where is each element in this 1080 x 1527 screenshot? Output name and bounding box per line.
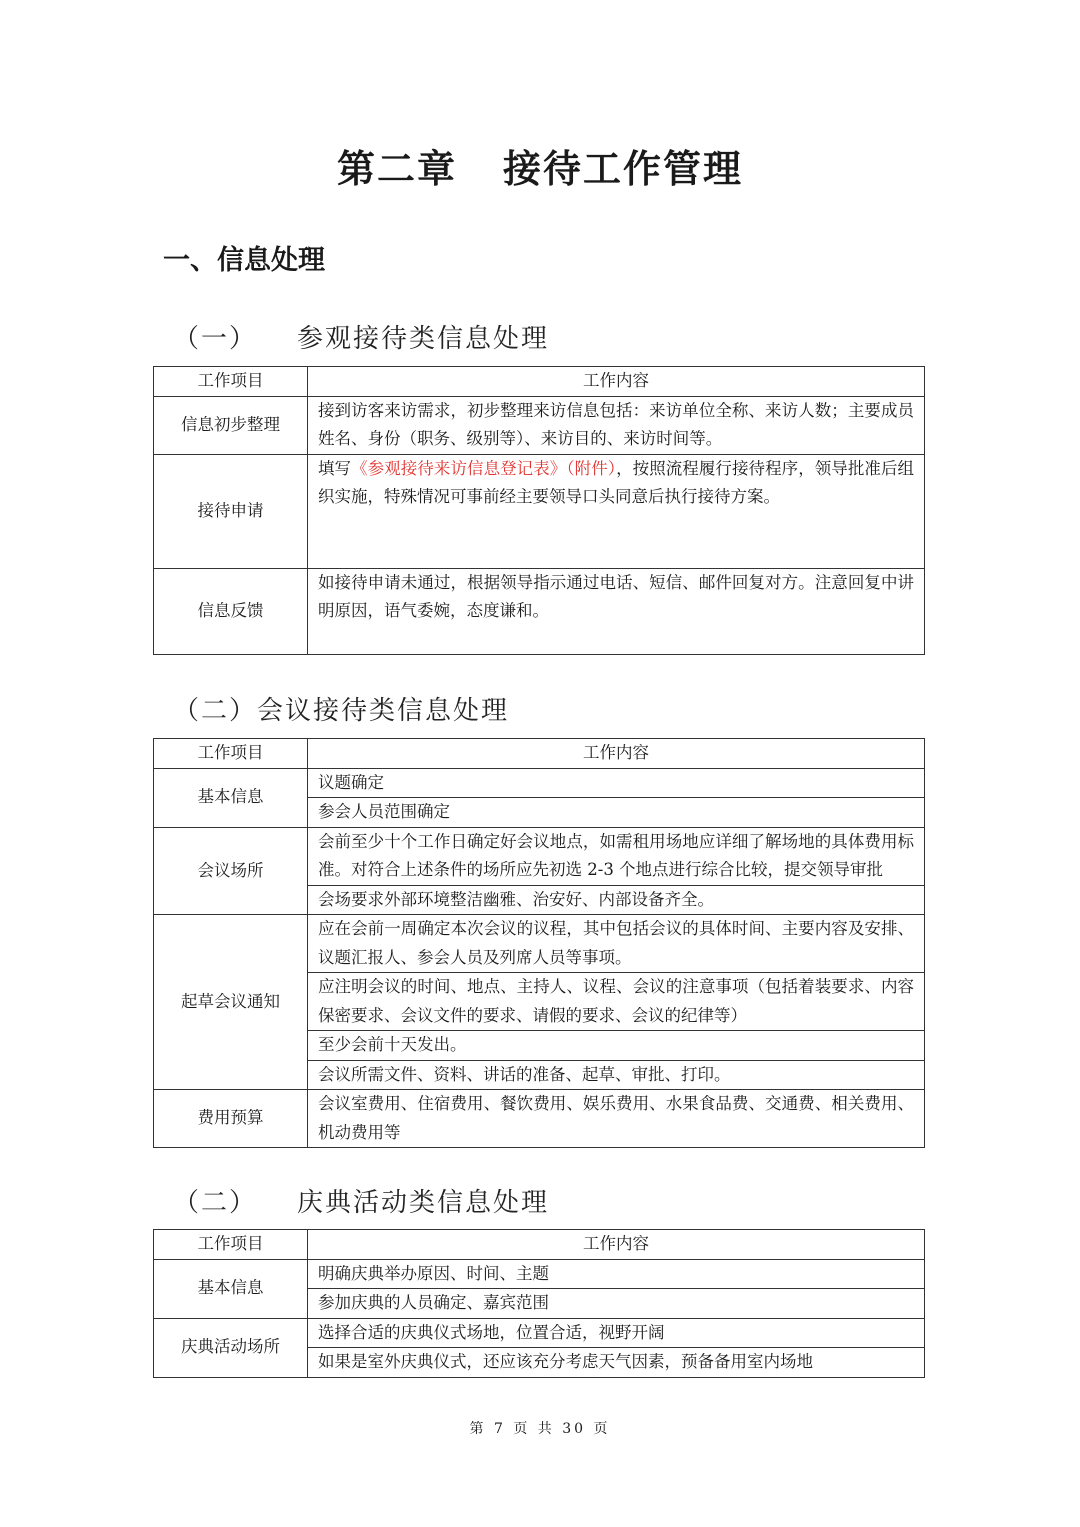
header-content: 工作内容 xyxy=(308,1230,925,1260)
row-item: 费用预算 xyxy=(154,1090,308,1148)
celebration-info-table xyxy=(153,1229,925,1378)
chapter-name: 接待工作管理 xyxy=(503,147,744,191)
page-number: 7 xyxy=(493,1421,506,1437)
row-item: 庆典活动场所 xyxy=(154,1318,308,1377)
row-item: 会议场所 xyxy=(154,827,308,915)
meeting-info-table xyxy=(153,738,925,1148)
subsection-title: 会议接待类信息处理 xyxy=(257,696,510,726)
content-prefix: 填写 xyxy=(318,458,352,478)
row-content: 如接待申请未通过，根据领导指示通过电话、短信、邮件回复对方。注意回复中讲明原因，语气委婉，态度谦和。 xyxy=(308,568,925,654)
row-content: 应注明会议的时间、地点、主持人、议程、会议的注意事项（包括着装要求、内容保密要求、会议文件的要求、请假的要求、会议的纪律等） xyxy=(308,973,925,1031)
row-content: 参会人员范围确定 xyxy=(308,798,925,828)
subsection-1-heading xyxy=(173,318,549,355)
table-row xyxy=(154,396,925,454)
registration-form-link[interactable]: 《参观接待来访信息登记表》（附件） xyxy=(351,458,617,478)
content-suffix: ，按照流程履行接待程序，领导批准后组织实施，特殊情况可事前经主要领导口头同意后执行接待方案。 xyxy=(318,458,915,506)
row-content: 参加庆典的人员确定、嘉宾范围 xyxy=(308,1289,925,1319)
subsection-title: 参观接待类信息处理 xyxy=(297,324,550,354)
chapter-label: 第二章 xyxy=(336,147,457,191)
table-row xyxy=(154,1090,925,1148)
table-row xyxy=(154,1318,925,1348)
subsection-title: 庆典活动类信息处理 xyxy=(297,1188,550,1218)
row-content: 至少会前十天发出。 xyxy=(308,1031,925,1061)
subsection-number: （二） xyxy=(173,696,258,726)
subsection-number: （二） xyxy=(173,1188,258,1218)
header-item: 工作项目 xyxy=(154,367,308,397)
row-content: 议题确定 xyxy=(308,768,925,798)
header-content: 工作内容 xyxy=(308,739,925,769)
row-content xyxy=(308,454,925,568)
header-item: 工作项目 xyxy=(154,739,308,769)
header-item: 工作项目 xyxy=(154,1230,308,1260)
visit-info-table xyxy=(153,366,925,655)
row-item: 起草会议通知 xyxy=(154,915,308,1090)
row-content: 接到访客来访需求，初步整理来访信息包括：来访单位全称、来访人数；主要成员姓名、身份（职务、级别等）、来访目的、来访时间等。 xyxy=(308,396,925,454)
table-row xyxy=(154,1259,925,1289)
subsection-3-heading xyxy=(173,1182,549,1219)
table-row xyxy=(154,568,925,654)
chapter-title xyxy=(0,138,1080,193)
table-row xyxy=(154,454,925,568)
row-content: 如果是室外庆典仪式，还应该充分考虑天气因素，预备备用室内场地 xyxy=(308,1348,925,1378)
row-content: 会议所需文件、资料、讲话的准备、起草、审批、打印。 xyxy=(308,1060,925,1090)
section-heading: 一、信息处理 xyxy=(163,245,325,276)
table-header-row xyxy=(154,367,925,397)
header-content: 工作内容 xyxy=(308,367,925,397)
row-item: 基本信息 xyxy=(154,768,308,827)
table-row xyxy=(154,768,925,798)
page-footer xyxy=(0,1418,1080,1438)
subsection-2-heading xyxy=(173,690,509,727)
row-content: 应在会前一周确定本次会议的议程，其中包括会议的具体时间、主要内容及安排、议题汇报人、参会人员及列席人员等事项。 xyxy=(308,915,925,973)
total-pages: 30 xyxy=(562,1421,587,1437)
table-row xyxy=(154,915,925,973)
table-header-row xyxy=(154,739,925,769)
footer-suffix: 页 xyxy=(593,1421,611,1437)
row-content: 选择合适的庆典仪式场地，位置合适，视野开阔 xyxy=(308,1318,925,1348)
table-header-row xyxy=(154,1230,925,1260)
table-row xyxy=(154,827,925,885)
row-content: 会议室费用、住宿费用、餐饮费用、娱乐费用、水果食品费、交通费、相关费用、机动费用等 xyxy=(308,1090,925,1148)
row-item: 信息反馈 xyxy=(154,568,308,654)
row-content: 会场要求外部环境整洁幽雅、治安好、内部设备齐全。 xyxy=(308,885,925,915)
row-item: 基本信息 xyxy=(154,1259,308,1318)
subsection-number: （一） xyxy=(173,324,258,354)
row-content: 明确庆典举办原因、时间、主题 xyxy=(308,1259,925,1289)
row-item: 接待申请 xyxy=(154,454,308,568)
footer-prefix: 第 xyxy=(469,1421,487,1437)
row-item: 信息初步整理 xyxy=(154,396,308,454)
footer-middle: 页 共 xyxy=(513,1421,555,1437)
row-content: 会前至少十个工作日确定好会议地点，如需租用场地应详细了解场地的具体费用标准。对符合上述条件的场所应先初选 2-3 个地点进行综合比较，提交领导审批 xyxy=(308,827,925,885)
